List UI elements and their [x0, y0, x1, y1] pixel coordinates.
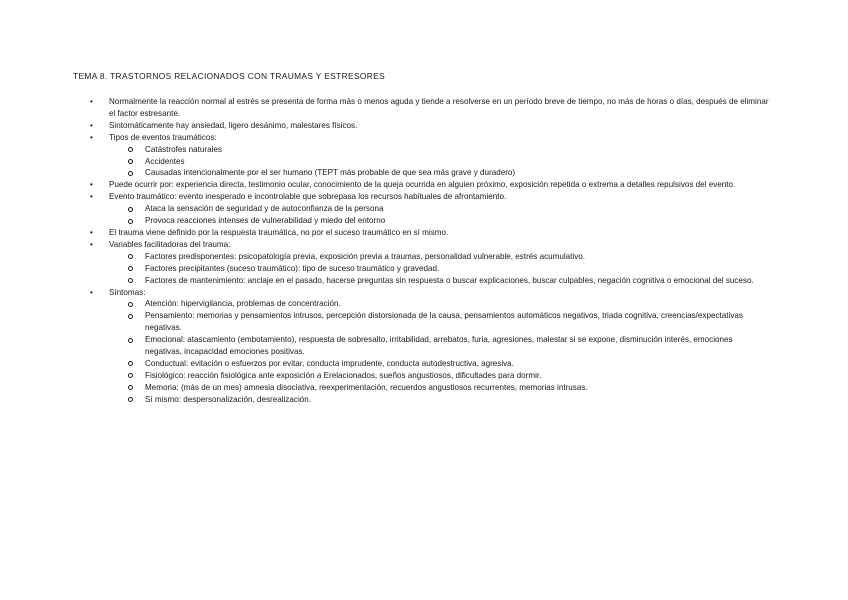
- sub-list-item: Emocional: atascamiento (embotamiento), respuesta de sobresalto, irritabilidad, arrebatos, furia, agresiones, malestar si se expone, disminución interés, emociones negativas, incapacidad emociones positivas.: [0, 334, 848, 358]
- list-item: • El trauma viene definido por la respuesta traumática, no por el suceso traumático en sí mismo.: [0, 227, 848, 239]
- sub-list-item: Atención: hipervigilancia, problemas de concentración.: [0, 298, 848, 310]
- sub-list-item: Accidentes: [0, 156, 848, 168]
- sub-list-item: Provoca reacciones intenses de vulnerabilidad y miedo del entorno: [0, 215, 848, 227]
- sub-list-item: Pensamiento: memorias y pensamientos intrusos, percepción distorsionada de la causa, pensamientos automáticos negativos, triada cognitiva, creencias/expectativas negativas.: [0, 310, 848, 334]
- list-item: • Tipos de eventos traumáticos:: [0, 132, 848, 144]
- sub-list-item: Ataca la sensación de seguridad y de autoconfianza de la persona: [0, 203, 848, 215]
- sub-list-item: Catástrofes naturales: [0, 144, 848, 156]
- sub-list-item: Factores precipitantes (suceso traumático): tipo de suceso traumático y gravedad.: [0, 263, 848, 275]
- sub-list-item: Sí mismo: despersonalización, desrealización.: [0, 394, 848, 406]
- sub-list-item: Fisiológico: reacción fisiológica ante exposición a Erelacionados, sueños angustiosos, dificultades para dormir.: [0, 370, 848, 382]
- sub-list-item: Memoria: (más de un mes) amnesia disociativa, reexperimentación, recuerdos angustiosos recurrentes, memorias intrusas.: [0, 382, 848, 394]
- list-item: • Normalmente la reacción normal al estrés se presenta de forma más o menos aguda y tiende a resolverse en un período breve de tiempo, no más de horas o días, después de eliminar el factor estresante.: [0, 96, 848, 120]
- document-title: TEMA 8. TRASTORNOS RELACIONADOS CON TRAUMAS Y ESTRESORES: [73, 71, 386, 81]
- list-item: • Evento traumático: evento inesperado e incontrolable que sobrepasa los recursos habituales de afrontamiento.: [0, 191, 848, 203]
- sub-list-item: Causadas intencionalmente por el ser humano (TEPT más probable de que sea más grave y duradero): [0, 167, 848, 179]
- sub-list-item: Factores predisponentes: psicopatología previa, exposición previa a traumas, personalidad vulnerable, estrés acumulativo.: [0, 251, 848, 263]
- list-item: • Variables facilitadoras del trauma:: [0, 239, 848, 251]
- list-item: • Puede ocurrir por: experiencia directa, testimonio ocular, conocimiento de la queja ocurrida en alguien próximo, exposición repetida o extrema a detalles repulsivos del evento.: [0, 179, 848, 191]
- list-item: • Síntomas:: [0, 287, 848, 299]
- list-item: • Sintomáticamente hay ansiedad, ligero desánimo, malestares físicos.: [0, 120, 848, 132]
- sub-list-item: Conductual: evitación o esfuerzos por evitar, conducta imprudente, conducta autodestructiva, agresiva.: [0, 358, 848, 370]
- document-body: [0, 96, 848, 406]
- sub-list-item: Factores de mantenimiento: anclaje en el pasado, hacerse preguntas sin respuesta o buscar explicaciones, buscar culpables, negación cognitiva o emocional del suceso.: [0, 275, 848, 287]
